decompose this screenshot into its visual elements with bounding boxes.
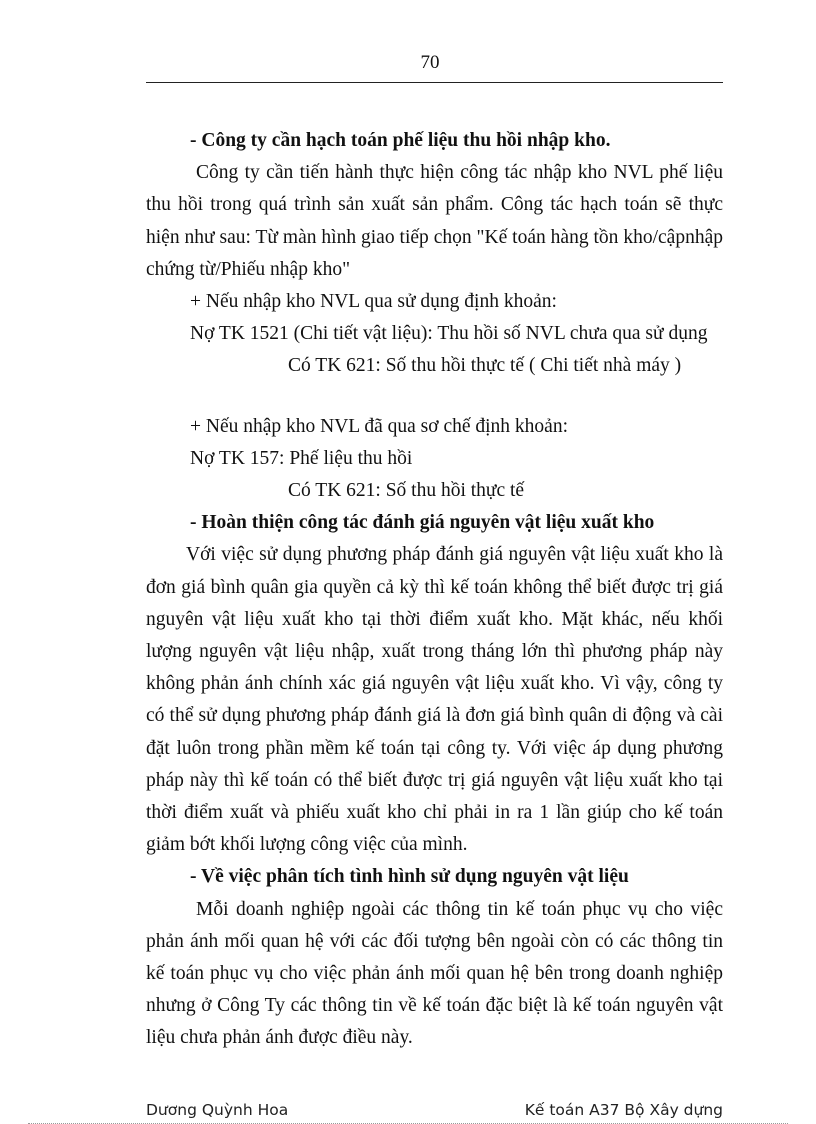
credit-line-621-a: Có TK 621: Số thu hồi thực tế ( Chi tiết nhà máy ) xyxy=(288,355,682,377)
footer-course: Kế toán A37 Bộ Xây dựng xyxy=(524,1101,723,1119)
page-number: 70 xyxy=(420,52,440,73)
footer-author: Dương Quỳnh Hoa xyxy=(146,1101,289,1119)
document-body xyxy=(146,125,723,1055)
section-heading-valuation: - Hoàn thiện công tác đánh giá nguyên vật liệu xuất kho xyxy=(190,512,655,534)
credit-line-621-b: Có TK 621: Số thu hồi thực tế xyxy=(288,480,525,502)
section-heading-scrap-accounting: - Công ty cần hạch toán phế liệu thu hồi nhập kho. xyxy=(190,130,611,151)
spacer xyxy=(146,383,723,411)
section-heading-analysis: - Về việc phân tích tình hình sử dụng nguyên vật liệu xyxy=(190,866,629,888)
entry-case-unused: + Nếu nhập kho NVL qua sử dụng định khoản: xyxy=(190,291,557,313)
paragraph-analysis: Mỗi doanh nghiệp ngoài các thông tin kế toán phục vụ cho việc phản ánh mối quan hệ với các đối tượng bên ngoài còn có các thông tin kế toán phục vụ cho việc phản ánh mối quan hệ bên trong doanh nghiệp nhưng ở Công Ty các thông tin về kế toán đặc biệt là kế toán nguyên vật liệu chưa phản ánh được điều này. xyxy=(146,898,723,1049)
paragraph-valuation: Với việc sử dụng phương pháp đánh giá nguyên vật liệu xuất kho là đơn giá bình quân gia quyền cả kỳ thì kế toán không thể biết được trị giá nguyên vật liệu xuất kho tại thời điểm xuất kho. Mặt khác, nếu khối lượng nguyên vật liệu nhập, xuất trong tháng lớn thì phương pháp này không phản ánh chính xác giá nguyên vật liệu xuất kho. Vì vậy, công ty có thể sử dụng phương pháp đánh giá là đơn giá bình quân di động và cài đặt luôn trong phần mềm kế toán tại công ty. Với việc áp dụng phương pháp này thì kế toán có thể biết được trị giá nguyên vật liệu xuất kho tại thời điểm xuất và phiếu xuất kho chỉ phải in ra 1 lần giúp cho kế toán giảm bớt khối lượng công việc của mình. xyxy=(146,544,723,856)
header-divider xyxy=(146,82,723,83)
entry-case-processed: + Nếu nhập kho NVL đã qua sơ chế định khoản: xyxy=(190,415,569,437)
debit-line-1521: Nợ TK 1521 (Chi tiết vật liệu): Thu hồi số NVL chưa qua sử dụng xyxy=(190,323,708,345)
paragraph-scrap-entry: Công ty cần tiến hành thực hiện công tác nhập kho NVL phế liệu thu hồi trong quá trình sản xuất sản phẩm. Công tác hạch toán sẽ thực hiện như sau: Từ màn hình giao tiếp chọn "Kế toán hàng tồn kho/cậpnhập chứng từ/Phiếu nhập kho" xyxy=(146,162,723,280)
debit-line-157: Nợ TK 157: Phế liệu thu hồi xyxy=(190,447,413,469)
